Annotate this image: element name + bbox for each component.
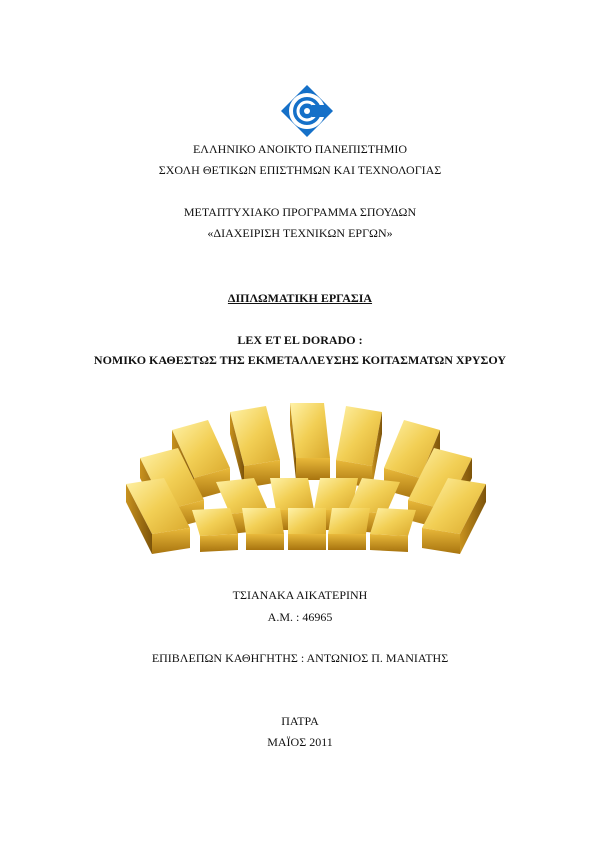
thesis-type: ΔΙΠΛΩΜΑΤΙΚΗ ΕΡΓΑΣΙΑ (227, 291, 373, 305)
gold-bars-image (120, 398, 492, 556)
university-name: ΕΛΛΗΝΙΚΟ ΑΝΟΙΚΤΟ ΠΑΝΕΠΙΣΤΗΜΙΟ (192, 142, 408, 156)
school-name: ΣΧΟΛΗ ΘΕΤΙΚΩΝ ΕΠΙΣΤΗΜΩΝ ΚΑΙ ΤΕΧΝΟΛΟΓΙΑΣ (158, 163, 442, 177)
supervisor: ΕΠΙΒΛΕΠΩΝ ΚΑΘΗΓΗΤΗΣ : ΑΝΤΩΝΙΟΣ Π. ΜΑΝΙΑΤΗΣ (151, 651, 449, 665)
thesis-title-line2: ΝΟΜΙΚΟ ΚΑΘΕΣΤΩΣ ΤΗΣ ΕΚΜΕΤΑΛΛΕΥΣΗΣ ΚΟΙΤΑΣΜΑΤΩΝ ΧΡΥΣΟΥ (93, 353, 507, 367)
city: ΠΑΤΡΑ (281, 714, 319, 728)
date: ΜΑΪΟΣ 2011 (267, 735, 333, 749)
author-name: ΤΣΙΑΝΑΚΑ ΑΙΚΑΤΕΡΙΝΗ (232, 588, 368, 602)
university-logo-icon (280, 84, 334, 138)
program-label: ΜΕΤΑΠΤΥΧΙΑΚΟ ΠΡΟΓΡΑΜΜΑ ΣΠΟΥΔΩΝ (183, 205, 417, 219)
author-id: Α.Μ. : 46965 (267, 610, 333, 624)
thesis-title-line1: LEX ET EL DORADO : (237, 333, 363, 347)
program-name: «ΔΙΑΧΕΙΡΙΣΗ ΤΕΧΝΙΚΩΝ ΕΡΓΩΝ» (207, 226, 393, 240)
